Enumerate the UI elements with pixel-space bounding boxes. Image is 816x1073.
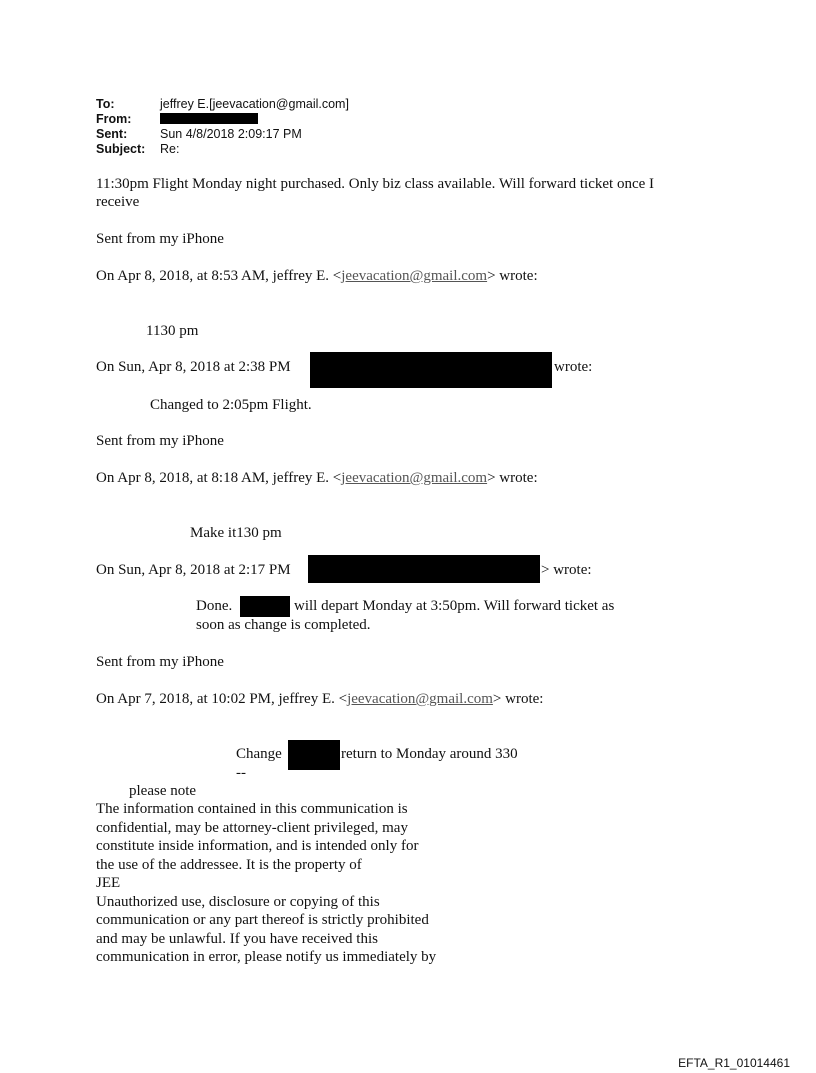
message-text: return to Monday around 330 [341, 746, 518, 762]
quote-header: On Apr 8, 2018, at 8:18 AM, jeffrey E. <jeevacation@gmail.com> wrote: [96, 470, 538, 486]
document-id: EFTA_R1_01014461 [678, 1056, 790, 1070]
quote-header: On Sun, Apr 8, 2018 at 2:38 PM [96, 359, 291, 375]
disclaimer-line: the use of the addressee. It is the property of [96, 856, 362, 873]
sent-from-iphone: Sent from my iPhone [96, 654, 224, 670]
body-line: 11:30pm Flight Monday night purchased. Only biz class available. Will forward ticket once I [96, 176, 655, 192]
sent-label: Sent: [96, 127, 128, 141]
disclaimer-line: confidential, may be attorney-client privileged, may [96, 819, 408, 836]
disclaimer-line: communication or any part thereof is strictly prohibited [96, 912, 429, 928]
disclaimer-line: and may be unlawful. If you have received this [96, 930, 378, 947]
email-link[interactable]: jeevacation@gmail.com [341, 268, 488, 284]
please-note: please note [129, 783, 197, 799]
to-value: jeffrey E.[jeevacation@gmail.com] [160, 97, 349, 111]
quote-wrote: wrote: [554, 359, 593, 375]
email-link[interactable]: jeevacation@gmail.com [347, 691, 493, 707]
message-text: will depart Monday at 3:50pm. Will forward ticket as [294, 598, 615, 614]
message-text: Make it130 pm [190, 525, 282, 541]
sent-from-iphone: Sent from my iPhone [96, 433, 224, 449]
disclaimer-line: The information contained in this communication is [96, 801, 408, 817]
message-text: soon as change is completed. [196, 617, 371, 633]
message-text: Changed to 2:05pm Flight. [150, 397, 312, 413]
redaction-from [160, 113, 258, 124]
quote-wrote: > wrote: [541, 562, 592, 578]
disclaimer-line: constitute inside information, and is intended only for [96, 838, 419, 854]
subject-label: Subject: [96, 142, 146, 156]
message-text: 1130 pm [146, 323, 199, 339]
disclaimer-line: communication in error, please notify us immediately by [96, 949, 437, 965]
quote-header: On Apr 8, 2018, at 8:53 AM, jeffrey E. <jeevacation@gmail.com> wrote: [96, 268, 538, 284]
subject-value: Re: [160, 142, 180, 156]
message-text: Change [236, 746, 282, 762]
redaction-sender [308, 555, 540, 583]
to-label: To: [96, 97, 115, 111]
from-label: From: [96, 112, 132, 126]
redaction-name [240, 596, 290, 617]
email-link[interactable]: jeevacation@gmail.com [341, 470, 488, 486]
quote-header: On Apr 7, 2018, at 10:02 PM, jeffrey E. <jeevacation@gmail.com> wrote: [96, 691, 544, 707]
redaction-name [288, 740, 340, 770]
disclaimer [96, 800, 436, 967]
sent-from-iphone: Sent from my iPhone [96, 231, 224, 247]
signature-separator: -- [236, 765, 246, 781]
quote-header: On Sun, Apr 8, 2018 at 2:17 PM [96, 562, 291, 578]
redaction-sender [310, 352, 552, 388]
disclaimer-line: Unauthorized use, disclosure or copying of this [96, 893, 380, 910]
body-line: receive [96, 194, 140, 210]
disclaimer-line: JEE [96, 875, 121, 891]
sent-value: Sun 4/8/2018 2:09:17 PM [160, 127, 302, 141]
message-text: Done. [196, 598, 233, 614]
